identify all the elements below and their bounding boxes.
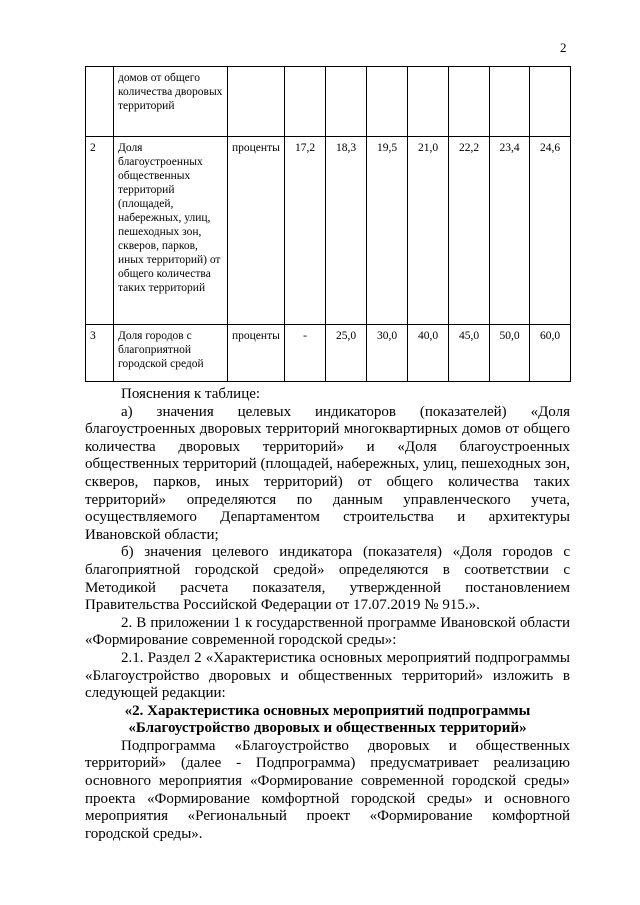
cell-value: 25,0 (326, 325, 367, 382)
cell-value: 19,5 (367, 137, 408, 325)
cell-value (408, 67, 449, 137)
cell-name: Доля благоустроенных общественных территорий (площадей, набережных, улиц, пешеходных зон, скверов, парков, иных территорий) от общего количества таких территорий (114, 137, 228, 325)
explanation-heading: Пояснения к таблице: (121, 386, 261, 402)
cell-value: 18,3 (326, 137, 367, 325)
paragraph-subprogram: Подпрограмма «Благоустройство дворовых и общественных территорий» (далее - Подпрограмма) предусматривает реализацию основного мероприятия «Формирование современной городской среды» проекта «Формирование комфортной городской среды» и основного мероприятия «Региональный проект «Формирование комфортной городской среды». (85, 737, 570, 842)
cell-name: домов от общего количества дворовых территорий (114, 67, 228, 137)
cell-unit: проценты (228, 137, 285, 325)
cell-value: 21,0 (408, 137, 449, 325)
paragraph-appendix: 2. В приложении 1 к государственной программе Ивановской области «Формирование современной городской среды»: (85, 614, 570, 649)
page-number: 2 (560, 40, 567, 55)
document-body (85, 386, 570, 843)
paragraph-section: 2.1. Раздел 2 «Характеристика основных мероприятий подпрограммы «Благоустройство дворовых и общественных территорий» изложить в следующей редакции: (85, 649, 570, 702)
table-row (86, 67, 571, 137)
indicators-table (85, 66, 571, 382)
cell-value: 60,0 (530, 325, 571, 382)
cell-value (530, 67, 571, 137)
cell-value: 17,2 (285, 137, 326, 325)
cell-value: 45,0 (449, 325, 490, 382)
cell-value (367, 67, 408, 137)
cell-name: Доля городов с благоприятной городской средой (114, 325, 228, 382)
explanation-item-a: а) значения целевых индикаторов (показателей) «Доля благоустроенных дворовых территорий многоквартирных домов от общего количества дворовых территорий» и «Доля благоустроенных общественных территорий (площадей, набережных, улиц, пешеходных зон, скверов, парков, иных территорий) от общего количества таких территорий» определяются по данным управленческого учета, осуществляемого Департаментом строительства и архитектуры Ивановской области; (85, 403, 570, 543)
cell-value (285, 67, 326, 137)
cell-value: 23,4 (490, 137, 530, 325)
table-row (86, 325, 571, 382)
table-row (86, 137, 571, 325)
cell-unit: проценты (228, 325, 285, 382)
cell-num: 3 (86, 325, 114, 382)
cell-value: 22,2 (449, 137, 490, 325)
cell-num (86, 67, 114, 137)
section-heading-line2: «Благоустройство дворовых и общественных территорий» (128, 720, 527, 737)
section-heading-line1: «2. Характеристика основных мероприятий подпрограммы (124, 702, 531, 719)
cell-value: 40,0 (408, 325, 449, 382)
cell-value (490, 67, 530, 137)
cell-num: 2 (86, 137, 114, 325)
cell-unit (228, 67, 285, 137)
cell-value: 50,0 (490, 325, 530, 382)
cell-value (449, 67, 490, 137)
cell-value: - (285, 325, 326, 382)
cell-value: 30,0 (367, 325, 408, 382)
cell-value: 24,6 (530, 137, 571, 325)
explanation-item-b: б) значения целевого индикатора (показателя) «Доля городов с благоприятной городской средой» определяются в соответствии с Методикой расчета показателя, утвержденной постановлением Правительства Российской Федерации от 17.07.2019 № 915.». (85, 544, 570, 614)
cell-value (326, 67, 367, 137)
